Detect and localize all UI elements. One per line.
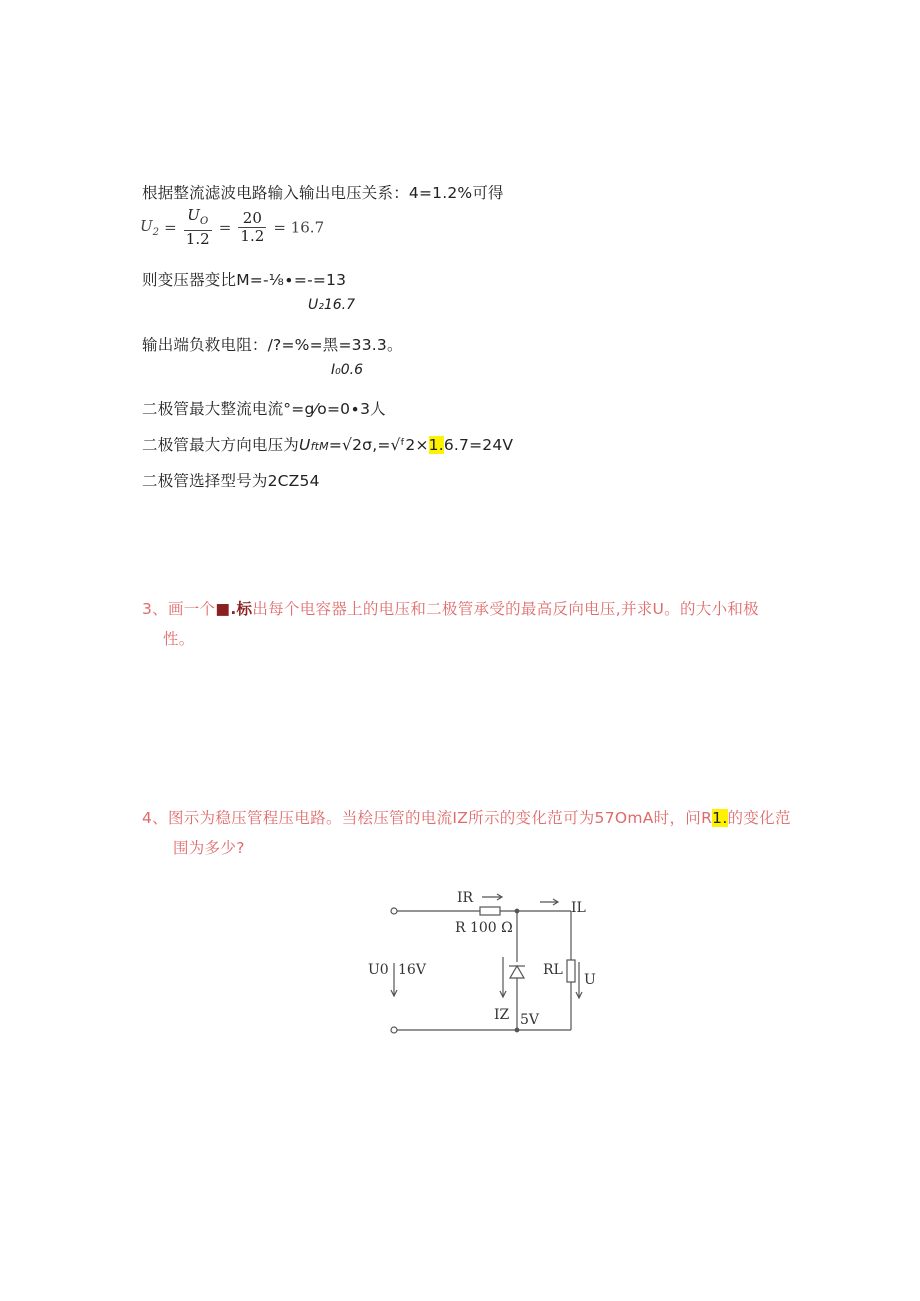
label-u0: U0	[368, 962, 389, 978]
diode-model-line: 二极管选择型号为2CZ54	[142, 472, 320, 490]
resistor-r	[480, 907, 500, 915]
formula-eq-2: =	[218, 218, 232, 237]
label-16v: 16V	[398, 962, 426, 978]
input-terminal-bottom	[391, 1027, 397, 1033]
question-3: 3、画一个■.标出每个电容器上的电压和二极管承受的最高反向电压,并求U。的大小和极	[142, 600, 759, 618]
u2-formula	[140, 207, 324, 248]
transformer-ratio-subline: U₂16.7	[308, 297, 356, 313]
formula-fraction-1: $\frac{U_O}{1.2}$	[185, 206, 210, 248]
resistor-rl	[567, 960, 575, 982]
question-4: 4、图示为稳压管程压电路。当桧压管的电流IZ所示的变化范可为57OmA时，问R1.的变化范	[142, 809, 791, 827]
formula-result: = 16.7	[273, 218, 325, 237]
label-r-value: R 100 Ω	[455, 920, 513, 936]
transformer-ratio-line: 则变压器变比M=-⅛∙=-=13	[142, 271, 347, 289]
label-u: U	[584, 972, 596, 988]
u-arrowhead	[576, 992, 582, 998]
diode-max-current-line: 二极管最大整流电流°=g⁄o=0∙3人	[142, 400, 386, 418]
zener-diode	[510, 966, 524, 978]
il-arrowhead	[553, 899, 558, 905]
load-resistance-line: 输出端负救电阻：/?=%=黑=33.3。	[142, 336, 403, 354]
question-3-cont: 性。	[163, 630, 195, 648]
u0-arrowhead	[391, 990, 397, 996]
formula-eq: =	[164, 218, 177, 237]
question-4-cont: 围为多少?	[173, 839, 245, 857]
junction-bottom	[515, 1028, 519, 1032]
junction-top	[515, 909, 519, 913]
label-ir: IR	[457, 890, 474, 906]
label-5v: 5V	[520, 1012, 540, 1028]
label-rl: RL	[543, 962, 563, 978]
rectifier-relation-line: 根据整流滤波电路输入输出电压关系：4=1.2%可得	[142, 184, 504, 202]
label-il: IL	[571, 900, 586, 916]
formula-fraction-2: $\frac{20}{1.2}$	[240, 209, 265, 245]
diode-max-voltage-line: 二极管最大方向电压为UftM=√2σ,=√ᶠ2×1.6.7=24V	[142, 436, 514, 454]
load-resistance-subline: I₀0.6	[331, 362, 364, 378]
formula-lhs: $U_2$	[140, 217, 160, 238]
iz-arrowhead	[500, 991, 506, 997]
ir-arrowhead	[497, 894, 502, 900]
input-terminal-top	[391, 908, 397, 914]
label-iz: IZ	[494, 1007, 510, 1023]
